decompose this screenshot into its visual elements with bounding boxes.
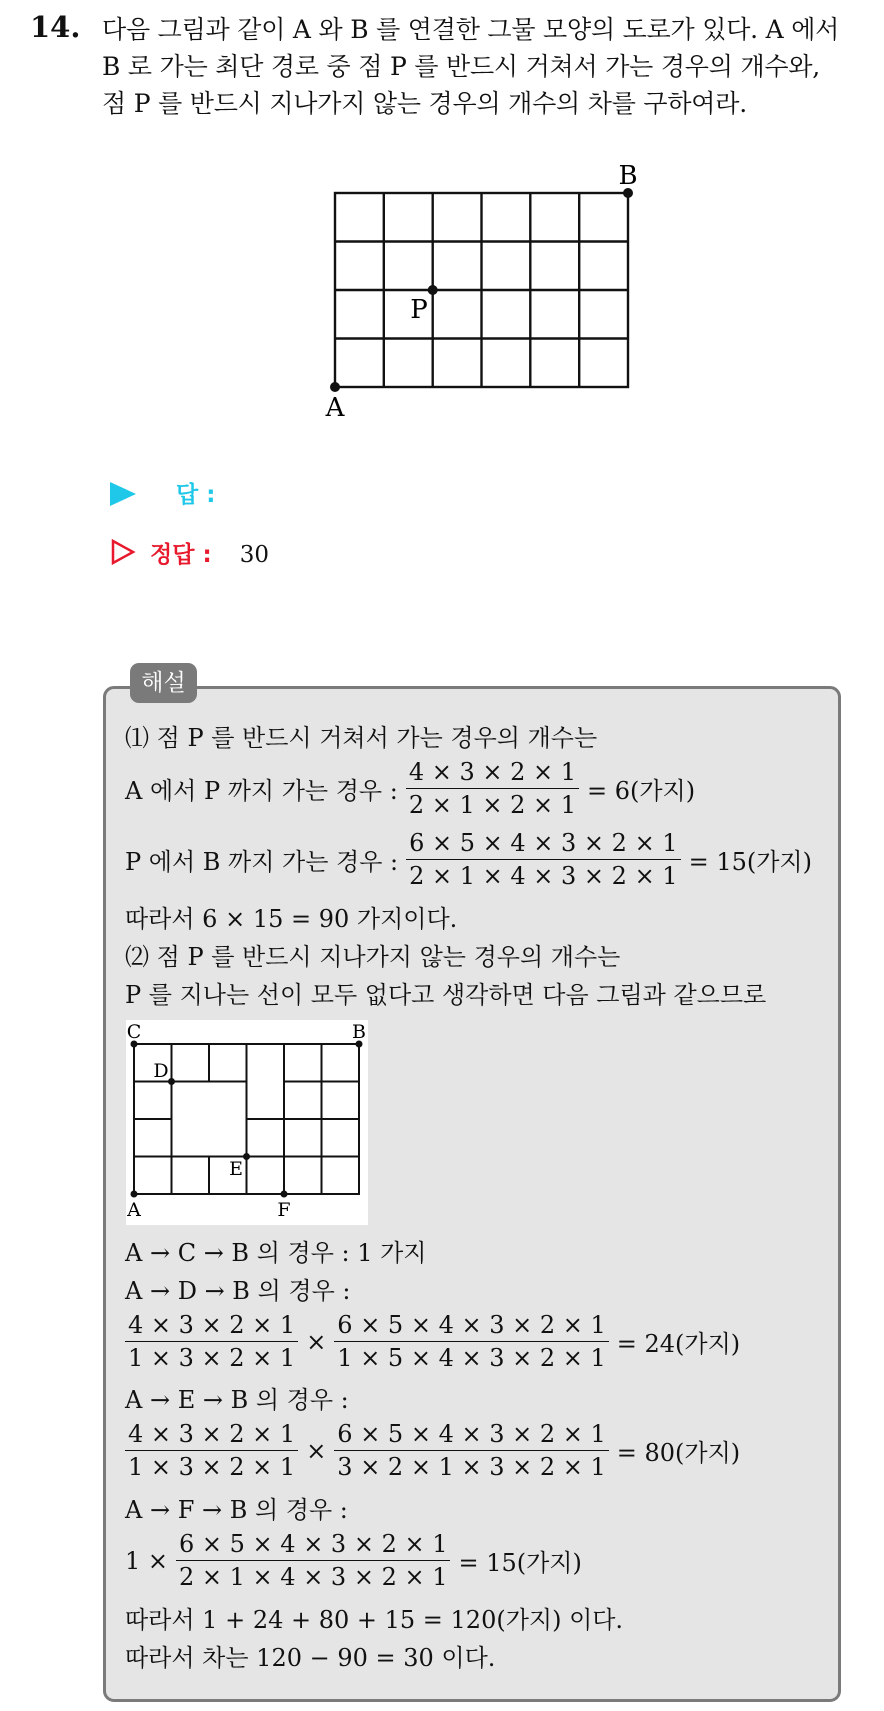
explanation-line-1: ⑴ 점 P 를 반드시 거쳐서 가는 경우의 개수는 — [125, 724, 598, 752]
line-2-text: A 에서 P 까지 가는 경우 : — [125, 777, 398, 805]
fraction — [125, 1311, 298, 1372]
point-a2 — [131, 1191, 138, 1198]
play-arrow-icon — [110, 482, 136, 506]
fraction — [406, 829, 680, 890]
denominator: 2 × 1 × 2 × 1 — [408, 791, 576, 819]
label-d: D — [153, 1060, 169, 1082]
point-p — [428, 285, 438, 295]
correct-label: 정답 : — [150, 542, 212, 568]
correct-value: 30 — [239, 542, 269, 568]
modified-grid-figure — [126, 1020, 368, 1225]
denominator: 2 × 1 × 4 × 3 × 2 × 1 — [409, 862, 678, 890]
numerator: 4 × 3 × 2 × 1 — [125, 1420, 298, 1451]
explanation-line-15: 따라서 차는 120 − 90 = 30 이다. — [125, 1644, 496, 1672]
label-f: F — [277, 1199, 291, 1221]
label-a: A — [325, 393, 345, 423]
label-c: C — [126, 1021, 142, 1043]
answer-label: 답 : — [176, 482, 216, 508]
point-e — [243, 1153, 250, 1160]
explanation-line-4: 따라서 6 × 15 = 90 가지이다. — [125, 905, 458, 933]
question-number: 14. — [30, 10, 81, 44]
correct-answer-row — [110, 536, 269, 571]
denominator: 1 × 3 × 2 × 1 — [128, 1344, 296, 1372]
point-d — [168, 1078, 175, 1085]
denominator: 3 × 2 × 1 × 3 × 2 × 1 — [337, 1453, 606, 1481]
label-b2: B — [352, 1021, 366, 1043]
explanation-line-13 — [125, 1530, 582, 1591]
numerator: 6 × 5 × 4 × 3 × 2 × 1 — [406, 829, 680, 860]
fraction — [406, 758, 579, 819]
line-9-result: = 24(가지) — [616, 1330, 741, 1358]
fraction — [176, 1530, 450, 1591]
explanation-line-7: A → C → B 의 경우 : 1 가지 — [125, 1239, 427, 1267]
label-e: E — [229, 1158, 243, 1180]
explanation-line-6: P 를 지나는 선이 모두 없다고 생각하면 다음 그림과 같으므로 — [125, 981, 767, 1009]
denominator: 2 × 1 × 4 × 3 × 2 × 1 — [179, 1563, 448, 1591]
explanation-line-11 — [125, 1420, 740, 1481]
label-p: P — [410, 295, 428, 325]
times-sign: × — [306, 1327, 327, 1356]
fraction — [125, 1420, 298, 1481]
explanation-line-10: A → E → B 의 경우 : — [125, 1386, 349, 1414]
line-13-prefix: 1 × — [125, 1546, 169, 1575]
explanation-line-12: A → F → B 의 경우 : — [125, 1496, 348, 1524]
explanation-line-14: 따라서 1 + 24 + 80 + 15 = 120(가지) 이다. — [125, 1606, 624, 1634]
line-11-result: = 80(가지) — [616, 1439, 741, 1467]
answer-blank-row — [110, 476, 215, 509]
explanation-line-5: ⑵ 점 P 를 반드시 지나가지 않는 경우의 개수는 — [125, 943, 621, 971]
line-13-result: = 15(가지) — [458, 1549, 582, 1577]
question-line-2: B 로 가는 최단 경로 중 점 P 를 반드시 거쳐서 가는 경우의 개수와, — [102, 52, 821, 81]
explanation-line-2 — [125, 758, 695, 819]
label-b: B — [618, 161, 638, 191]
fraction — [334, 1420, 608, 1481]
point-a — [330, 382, 340, 392]
line-3-result: = 15(가지) — [688, 848, 812, 876]
line-2-result: = 6(가지) — [587, 777, 696, 805]
point-f — [281, 1191, 288, 1198]
times-sign: × — [306, 1436, 327, 1465]
question-line-1: 다음 그림과 같이 A 와 B 를 연결한 그물 모양의 도로가 있다. A 에서 — [102, 15, 840, 44]
outline-arrow-icon — [110, 539, 136, 571]
explanation-line-9 — [125, 1311, 740, 1372]
fraction — [334, 1311, 608, 1372]
numerator: 6 × 5 × 4 × 3 × 2 × 1 — [334, 1311, 608, 1342]
question-line-3: 점 P 를 반드시 지나가지 않는 경우의 개수의 차를 구하여라. — [102, 89, 747, 118]
explanation-line-8: A → D → B 의 경우 : — [125, 1277, 351, 1305]
explanation-tab: 해설 — [130, 663, 197, 703]
numerator: 4 × 3 × 2 × 1 — [125, 1311, 298, 1342]
numerator: 6 × 5 × 4 × 3 × 2 × 1 — [334, 1420, 608, 1451]
explanation-line-3 — [125, 829, 812, 890]
denominator: 1 × 5 × 4 × 3 × 2 × 1 — [337, 1344, 606, 1372]
line-3-text: P 에서 B 까지 가는 경우 : — [125, 848, 399, 876]
numerator: 4 × 3 × 2 × 1 — [406, 758, 579, 789]
denominator: 1 × 3 × 2 × 1 — [128, 1453, 296, 1481]
grid-figure — [320, 158, 660, 428]
numerator: 6 × 5 × 4 × 3 × 2 × 1 — [176, 1530, 450, 1561]
label-a2: A — [127, 1199, 141, 1221]
